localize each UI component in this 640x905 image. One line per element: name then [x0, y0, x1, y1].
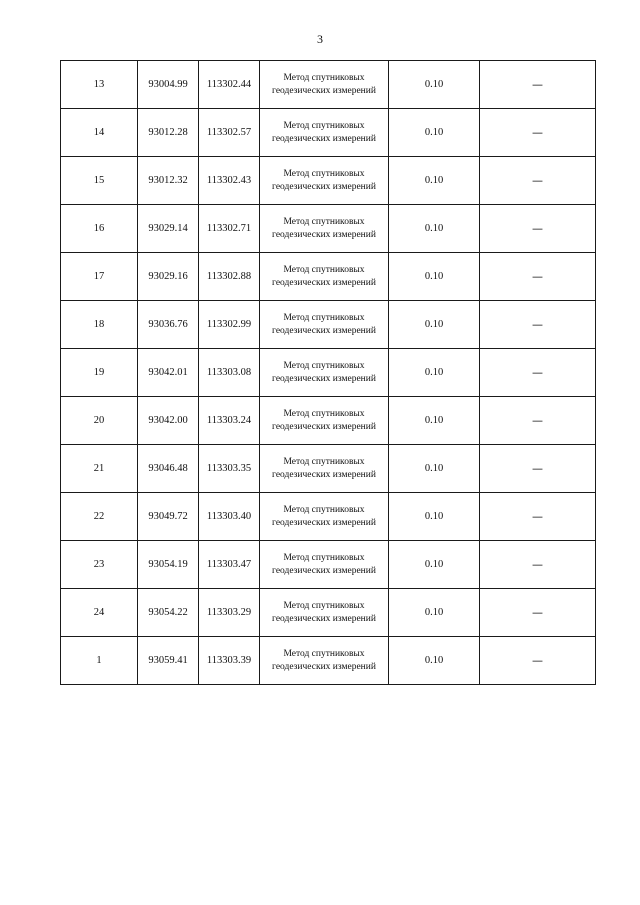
- accuracy-cell: 0.10: [389, 61, 480, 109]
- method-line-1: Метод спутниковых: [283, 504, 365, 515]
- coordinates-table: [60, 60, 596, 685]
- description-cell: [480, 589, 596, 637]
- x-coordinate-cell: 93012.32: [138, 157, 199, 205]
- method-line-1: Метод спутниковых: [283, 120, 365, 131]
- description-cell: [480, 493, 596, 541]
- point-number-cell: 22: [61, 493, 138, 541]
- method-line-1: Метод спутниковых: [283, 360, 365, 371]
- y-coordinate-cell: 113303.39: [199, 637, 260, 685]
- method-cell: [260, 445, 389, 493]
- point-number-cell: 21: [61, 445, 138, 493]
- method-cell: [260, 61, 389, 109]
- point-number-cell: 19: [61, 349, 138, 397]
- x-coordinate-cell: 93054.22: [138, 589, 199, 637]
- method-line-2: геодезических измерений: [272, 277, 376, 288]
- accuracy-cell: 0.10: [389, 445, 480, 493]
- method-line-2: геодезических измерений: [272, 229, 376, 240]
- method-line-2: геодезических измерений: [272, 181, 376, 192]
- y-coordinate-cell: 113302.57: [199, 109, 260, 157]
- point-number-cell: 18: [61, 301, 138, 349]
- y-coordinate-cell: 113302.44: [199, 61, 260, 109]
- description-cell: [480, 541, 596, 589]
- description-dash: —: [532, 270, 543, 283]
- y-coordinate-cell: 113302.43: [199, 157, 260, 205]
- table-row: [61, 157, 596, 205]
- y-coordinate-cell: 113303.08: [199, 349, 260, 397]
- method-line-1: Метод спутниковых: [283, 600, 365, 611]
- table-row: [61, 445, 596, 493]
- x-coordinate-cell: 93046.48: [138, 445, 199, 493]
- point-number-cell: 1: [61, 637, 138, 685]
- method-line-2: геодезических измерений: [272, 325, 376, 336]
- accuracy-cell: 0.10: [389, 397, 480, 445]
- y-coordinate-cell: 113302.88: [199, 253, 260, 301]
- page-number: 3: [317, 32, 323, 46]
- x-coordinate-cell: 93054.19: [138, 541, 199, 589]
- x-coordinate-cell: 93049.72: [138, 493, 199, 541]
- point-number-cell: 23: [61, 541, 138, 589]
- accuracy-cell: 0.10: [389, 157, 480, 205]
- description-dash: —: [532, 558, 543, 571]
- y-coordinate-cell: 113303.40: [199, 493, 260, 541]
- description-dash: —: [532, 318, 543, 331]
- description-cell: [480, 253, 596, 301]
- accuracy-cell: 0.10: [389, 253, 480, 301]
- x-coordinate-cell: 93029.16: [138, 253, 199, 301]
- point-number-cell: 15: [61, 157, 138, 205]
- x-coordinate-cell: 93059.41: [138, 637, 199, 685]
- method-line-2: геодезических измерений: [272, 661, 376, 672]
- point-number-cell: 17: [61, 253, 138, 301]
- y-coordinate-cell: 113303.29: [199, 589, 260, 637]
- accuracy-cell: 0.10: [389, 493, 480, 541]
- method-cell: [260, 157, 389, 205]
- description-cell: [480, 301, 596, 349]
- method-line-1: Метод спутниковых: [283, 168, 365, 179]
- accuracy-cell: 0.10: [389, 541, 480, 589]
- method-line-1: Метод спутниковых: [283, 72, 365, 83]
- table-row: [61, 109, 596, 157]
- y-coordinate-cell: 113303.24: [199, 397, 260, 445]
- point-number-cell: 14: [61, 109, 138, 157]
- description-cell: [480, 349, 596, 397]
- method-line-1: Метод спутниковых: [283, 216, 365, 227]
- x-coordinate-cell: 93004.99: [138, 61, 199, 109]
- accuracy-cell: 0.10: [389, 589, 480, 637]
- description-dash: —: [532, 462, 543, 475]
- method-line-2: геодезических измерений: [272, 373, 376, 384]
- description-cell: [480, 637, 596, 685]
- description-cell: [480, 397, 596, 445]
- x-coordinate-cell: 93036.76: [138, 301, 199, 349]
- method-cell: [260, 349, 389, 397]
- method-line-2: геодезических измерений: [272, 565, 376, 576]
- method-line-2: геодезических измерений: [272, 517, 376, 528]
- x-coordinate-cell: 93042.01: [138, 349, 199, 397]
- description-dash: —: [532, 606, 543, 619]
- method-line-1: Метод спутниковых: [283, 264, 365, 275]
- method-line-2: геодезических измерений: [272, 133, 376, 144]
- description-dash: —: [532, 222, 543, 235]
- table-row: [61, 397, 596, 445]
- method-line-2: геодезических измерений: [272, 85, 376, 96]
- accuracy-cell: 0.10: [389, 301, 480, 349]
- table-row: [61, 493, 596, 541]
- method-line-2: геодезических измерений: [272, 469, 376, 480]
- table-row: [61, 589, 596, 637]
- description-cell: [480, 205, 596, 253]
- method-cell: [260, 301, 389, 349]
- description-dash: —: [532, 510, 543, 523]
- method-line-2: геодезических измерений: [272, 421, 376, 432]
- y-coordinate-cell: 113302.99: [199, 301, 260, 349]
- method-line-2: геодезических измерений: [272, 613, 376, 624]
- description-dash: —: [532, 126, 543, 139]
- y-coordinate-cell: 113303.35: [199, 445, 260, 493]
- method-cell: [260, 109, 389, 157]
- description-cell: [480, 157, 596, 205]
- method-line-1: Метод спутниковых: [283, 552, 365, 563]
- description-dash: —: [532, 78, 543, 91]
- method-line-1: Метод спутниковых: [283, 456, 365, 467]
- table-row: [61, 637, 596, 685]
- x-coordinate-cell: 93042.00: [138, 397, 199, 445]
- method-cell: [260, 397, 389, 445]
- method-cell: [260, 493, 389, 541]
- y-coordinate-cell: 113303.47: [199, 541, 260, 589]
- description-cell: [480, 445, 596, 493]
- table-row: [61, 301, 596, 349]
- description-dash: —: [532, 366, 543, 379]
- description-cell: [480, 109, 596, 157]
- coordinates-table-body: [61, 61, 596, 685]
- description-cell: [480, 61, 596, 109]
- description-dash: —: [532, 654, 543, 667]
- method-line-1: Метод спутниковых: [283, 648, 365, 659]
- description-dash: —: [532, 414, 543, 427]
- point-number-cell: 16: [61, 205, 138, 253]
- table-row: [61, 541, 596, 589]
- point-number-cell: 13: [61, 61, 138, 109]
- x-coordinate-cell: 93029.14: [138, 205, 199, 253]
- method-cell: [260, 205, 389, 253]
- description-dash: —: [532, 174, 543, 187]
- accuracy-cell: 0.10: [389, 109, 480, 157]
- accuracy-cell: 0.10: [389, 637, 480, 685]
- x-coordinate-cell: 93012.28: [138, 109, 199, 157]
- table-row: [61, 205, 596, 253]
- table-row: [61, 349, 596, 397]
- method-cell: [260, 589, 389, 637]
- table-row: [61, 253, 596, 301]
- method-cell: [260, 541, 389, 589]
- method-line-1: Метод спутниковых: [283, 408, 365, 419]
- point-number-cell: 24: [61, 589, 138, 637]
- point-number-cell: 20: [61, 397, 138, 445]
- method-cell: [260, 637, 389, 685]
- y-coordinate-cell: 113302.71: [199, 205, 260, 253]
- accuracy-cell: 0.10: [389, 205, 480, 253]
- method-line-1: Метод спутниковых: [283, 312, 365, 323]
- table-row: [61, 61, 596, 109]
- accuracy-cell: 0.10: [389, 349, 480, 397]
- method-cell: [260, 253, 389, 301]
